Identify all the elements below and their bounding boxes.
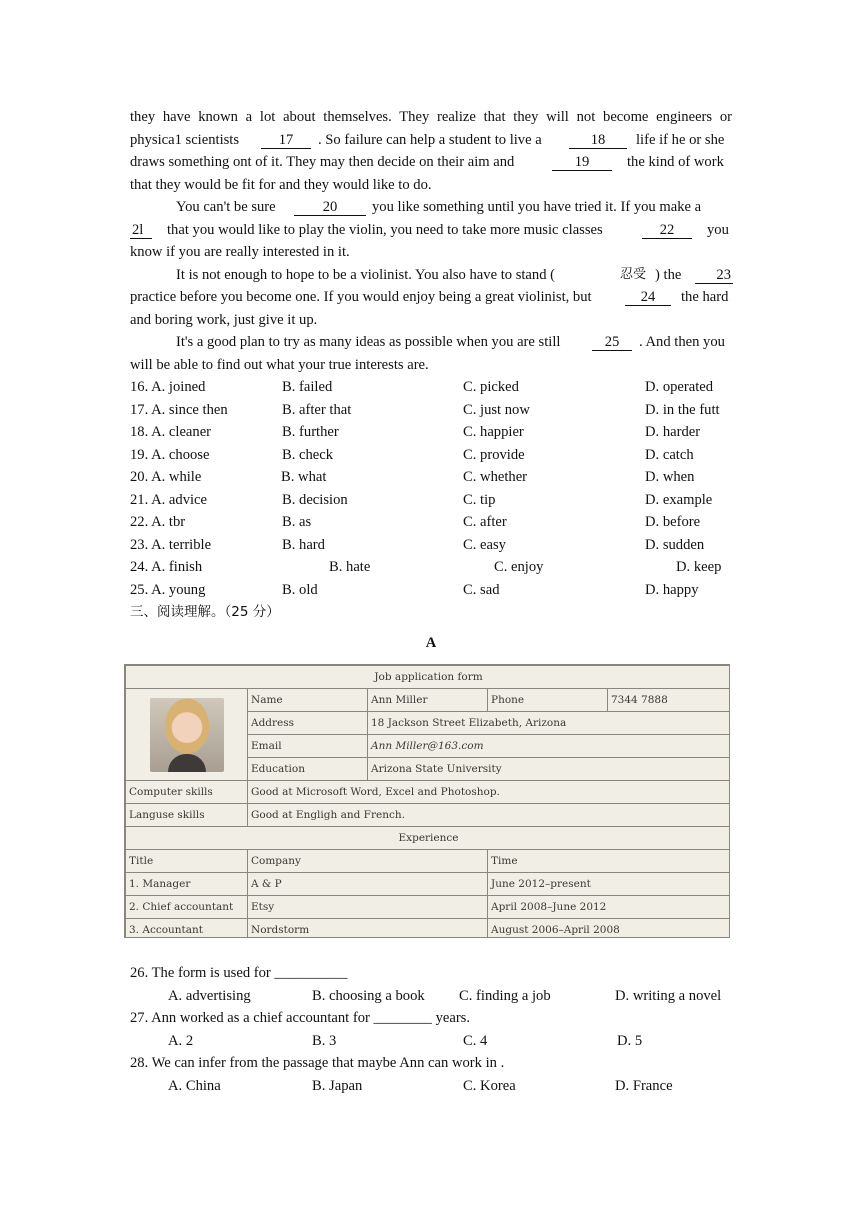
option-row: 23. A. terrible B. hard C. easy D. sudden [130,536,705,553]
col-time: Time [488,850,731,873]
experience-title: Experience [126,827,731,850]
name-value: Ann Miller [368,689,488,712]
question-stem: 28. We can infer from the passage that maybe Ann can work in . [130,1055,505,1071]
cloze-options [130,376,732,601]
option-row: 21. A. advice B. decision C. tip D. example [130,491,713,508]
col-company: Company [248,850,488,873]
form-title: Job application form [126,666,731,689]
passage-line: practice before you become one. If you would enjoy being a great violinist, but 24 the hard [130,289,729,305]
blank-21: 2l [130,222,152,239]
passage-line: physica1 scientists 17 . So failure can help a student to live a 18 life if he or she [130,131,725,148]
passage-line: 2l that you would like to play the violin, you need to take more music classes 22 you [132,221,729,238]
address-value: 18 Jackson Street Elizabeth, Arizona [368,712,731,735]
passage-line: know if you are really interested in it. [130,244,350,260]
blank-24: 24 [625,289,671,306]
passage-line: will be able to find out what your true interests are. [130,356,429,373]
blank-22: 22 [642,222,692,239]
blank-20: 20 [294,199,366,216]
option-row: 18. A. cleaner B. further C. happier D. harder [130,424,701,440]
avatar [126,689,248,781]
questions [130,962,732,1097]
table-row: 2. Chief accountant Etsy April 2008–June 2012 [126,896,731,919]
blank-25: 25 [592,334,632,351]
passage-line: You can't be sure 20 you like something until you have tried it. If you make a [176,199,702,215]
option-row: 25. A. young B. old C. sad D. happy [130,581,699,598]
job-application-form [124,664,730,938]
question-stem: 26. The form is used for __________ [130,965,348,981]
passage-line: that they would be fit for and they would like to do. [130,176,432,193]
phone-value: 7344 7888 [608,689,731,712]
option-row: 17. A. since then B. after that C. just now D. in the futt [130,401,720,418]
blank-17: 17 [261,132,311,149]
passage-line: It's a good plan to try as many ideas as possible when you are still 25 . And then you [176,334,725,350]
option-row: 24. A. finish B. hate C. enjoy D. keep [130,559,722,575]
table-row: 3. Accountant Nordstorm August 2006–April 2008 [126,919,731,939]
table-row: 1. Manager A & P June 2012–present [126,873,731,896]
question-options: A. China B. Japan C. Korea D. France [168,1077,673,1094]
name-label: Name [248,689,368,712]
passage-line: they have known a lot about themselves. They realize that they will not become engineers or [130,109,732,125]
option-row: 20. A. while B. what C. whether D. when [130,469,695,485]
language-skills-label: Languse skills [126,804,248,827]
education-label: Education [248,758,368,781]
question-stem: 27. Ann worked as a chief accountant for ________ years. [130,1010,471,1026]
blank-18: 18 [569,132,627,149]
question-options: A. advertising B. choosing a book C. finding a job D. writing a novel [168,987,722,1004]
option-row: 22. A. tbr B. as C. after D. before [130,514,701,530]
computer-skills-value: Good at Microsoft Word, Excel and Photoshop. [248,781,731,804]
option-row: 19. A. choose B. check C. provide D. catch [130,446,694,463]
question-options: A. 2 B. 3 C. 4 D. 5 [168,1032,643,1049]
phone-label: Phone [488,689,608,712]
address-label: Address [248,712,368,735]
passage-line: draws something ont of it. They may then decide on their aim and 19 the kind of work [130,154,724,170]
applicant-photo [150,698,224,772]
education-value: Arizona State University [368,758,731,781]
passage-line: and boring work, just give it up. [130,311,318,328]
language-skills-value: Good at Engligh and French. [248,804,731,827]
option-row: 16. A. joined B. failed C. picked D. operated [130,379,714,395]
document-page [130,106,732,654]
email-label: Email [248,735,368,758]
col-title: Title [126,850,248,873]
section-title: 三、阅读理解。（25 分） [130,604,280,620]
blank-19: 19 [552,154,612,171]
computer-skills-label: Computer skills [126,781,248,804]
blank-23: 23 [695,267,733,284]
email-value: Ann Miller@163.com [368,735,731,758]
passage-line: It is not enough to hope to be a violinist. You also have to stand ( 忍受 ) the 23 [176,266,731,283]
section-letter: A [425,634,437,651]
